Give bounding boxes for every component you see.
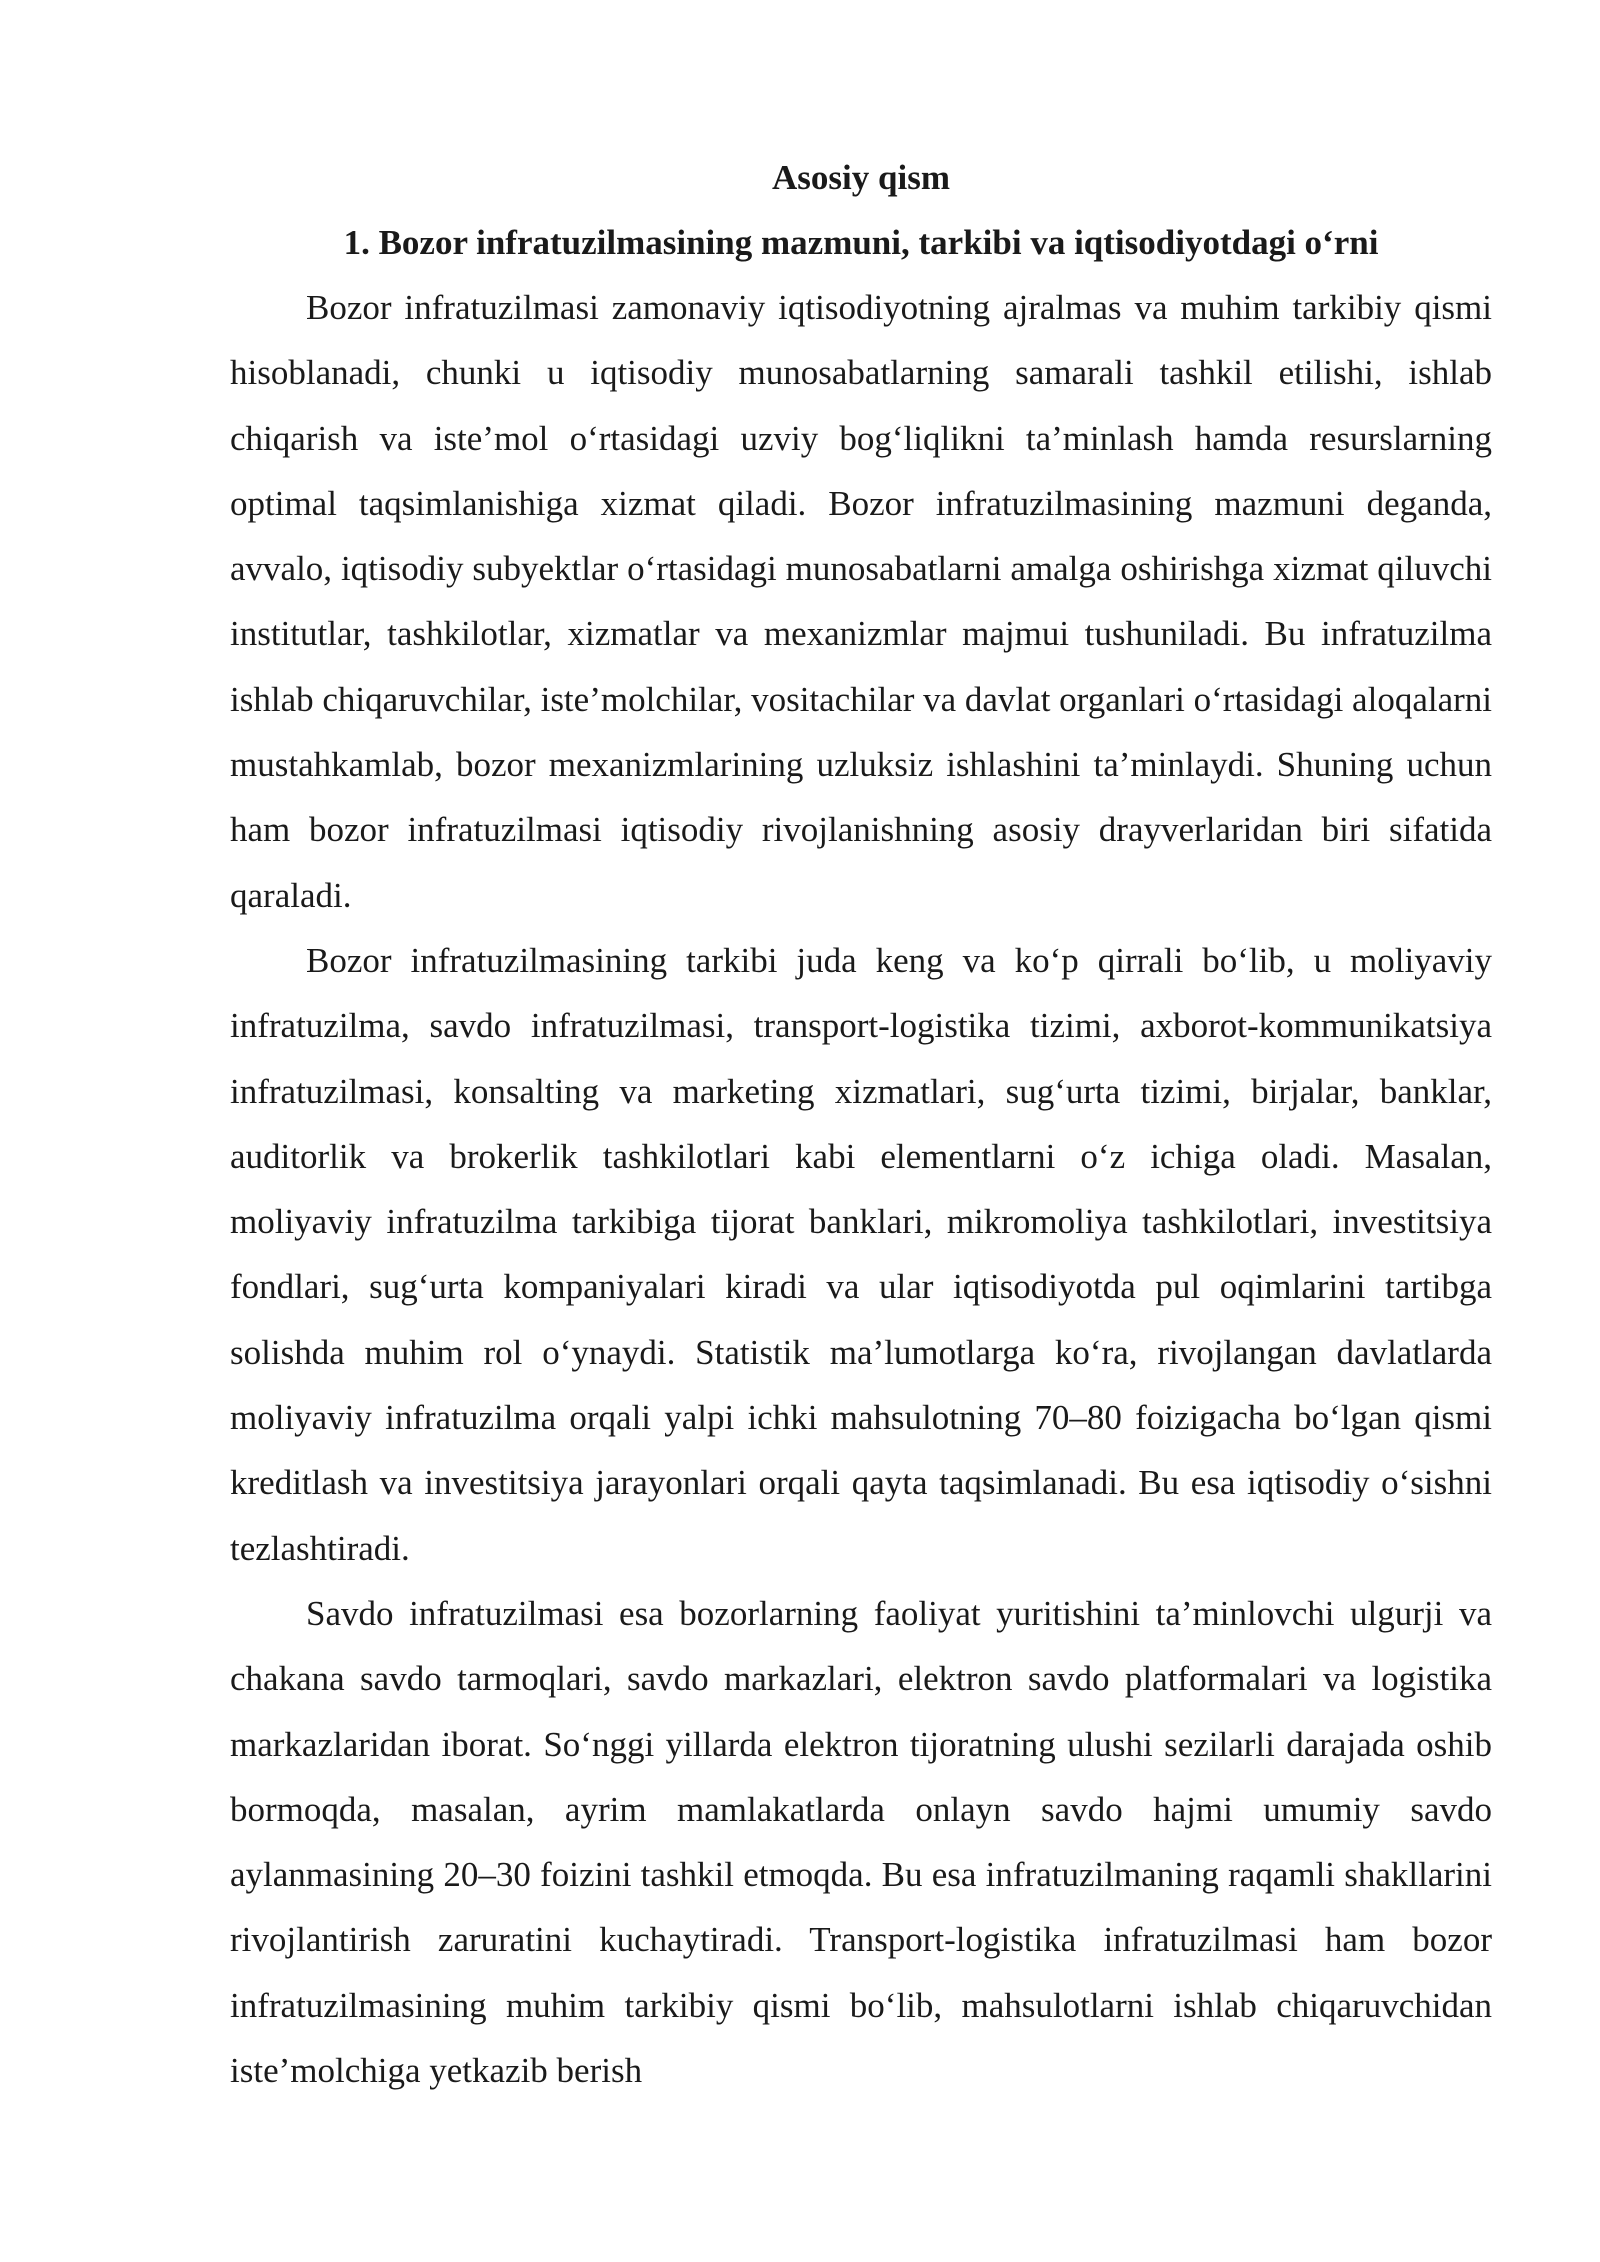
document-title: Asosiy qism — [772, 158, 950, 197]
body-paragraph-3: Savdo infratuzilmasi esa bozorlarning faoliyat yuritishini ta’minlovchi ulgurji va chakana savdo tarmoqlari, savdo markazlari, elektron savdo platformalari va logistika markazlaridan iborat. So‘nggi yillarda elektron tijoratning ulushi sezilarli darajada oshib bormoqda, masalan, ayrim mamlakatlarda onlayn savdo hajmi umumiy savdo aylanmasining 20–30 foizini tashkil etmoqda. Bu esa infratuzilmaning raqamli shakllarini rivojlantirish zaruratini kuchaytiradi. Transport-logistika infratuzilmasi ham bozor infratuzilmasining muhim tarkibiy qismi bo‘lib, mahsulotlarni ishlab chiqaruvchidan iste’molchiga yetkazib berish — [230, 1593, 1492, 2091]
section-heading: 1. Bozor infratuzilmasining mazmuni, tarkibi va iqtisodiyotdagi o‘rni — [343, 223, 1379, 262]
document-page — [230, 145, 1492, 2103]
body-paragraph-1: Bozor infratuzilmasi zamonaviy iqtisodiyotning ajralmas va muhim tarkibiy qismi hisoblanadi, chunki u iqtisodiy munosabatlarning samarali tashkil etilishi, ishlab chiqarish va iste’mol o‘rtasidagi uzviy bog‘liqlikni ta’minlash hamda resurslarning optimal taqsimlanishiga xizmat qiladi. Bozor infratuzilmasining mazmuni deganda, avvalo, iqtisodiy subyektlar o‘rtasidagi munosabatlarni amalga oshirishga xizmat qiluvchi institutlar, tashkilotlar, xizmatlar va mexanizmlar majmui tushuniladi. Bu infratuzilma ishlab chiqaruvchilar, iste’molchilar, vositachilar va davlat organlari o‘rtasidagi aloqalarni mustahkamlab, bozor mexanizmlarining uzluksiz ishlashini ta’minlaydi. Shuning uchun ham bozor infratuzilmasi iqtisodiy rivojlanishning asosiy drayverlaridan biri sifatida qaraladi. — [230, 288, 1492, 915]
body-paragraph-2: Bozor infratuzilmasining tarkibi juda keng va ko‘p qirrali bo‘lib, u moliyaviy infratuzilma, savdo infratuzilmasi, transport-logistika tizimi, axborot-kommunikatsiya infratuzilmasi, konsalting va marketing xizmatlari, sug‘urta tizimi, birjalar, banklar, auditorlik va brokerlik tashkilotlari kabi elementlarni o‘z ichiga oladi. Masalan, moliyaviy infratuzilma tarkibiga tijorat banklari, mikromoliya tashkilotlari, investitsiya fondlari, sug‘urta kompaniyalari kiradi va ular iqtisodiyotda pul oqimlarini tartibga solishda muhim rol o‘ynaydi. Statistik ma’lumotlarga ko‘ra, rivojlangan davlatlarda moliyaviy infratuzilma orqali yalpi ichki mahsulotning 70–80 foizigacha bo‘lgan qismi kreditlash va investitsiya jarayonlari orqali qayta taqsimlanadi. Bu esa iqtisodiy o‘sishni tezlashtiradi. — [230, 940, 1492, 1568]
